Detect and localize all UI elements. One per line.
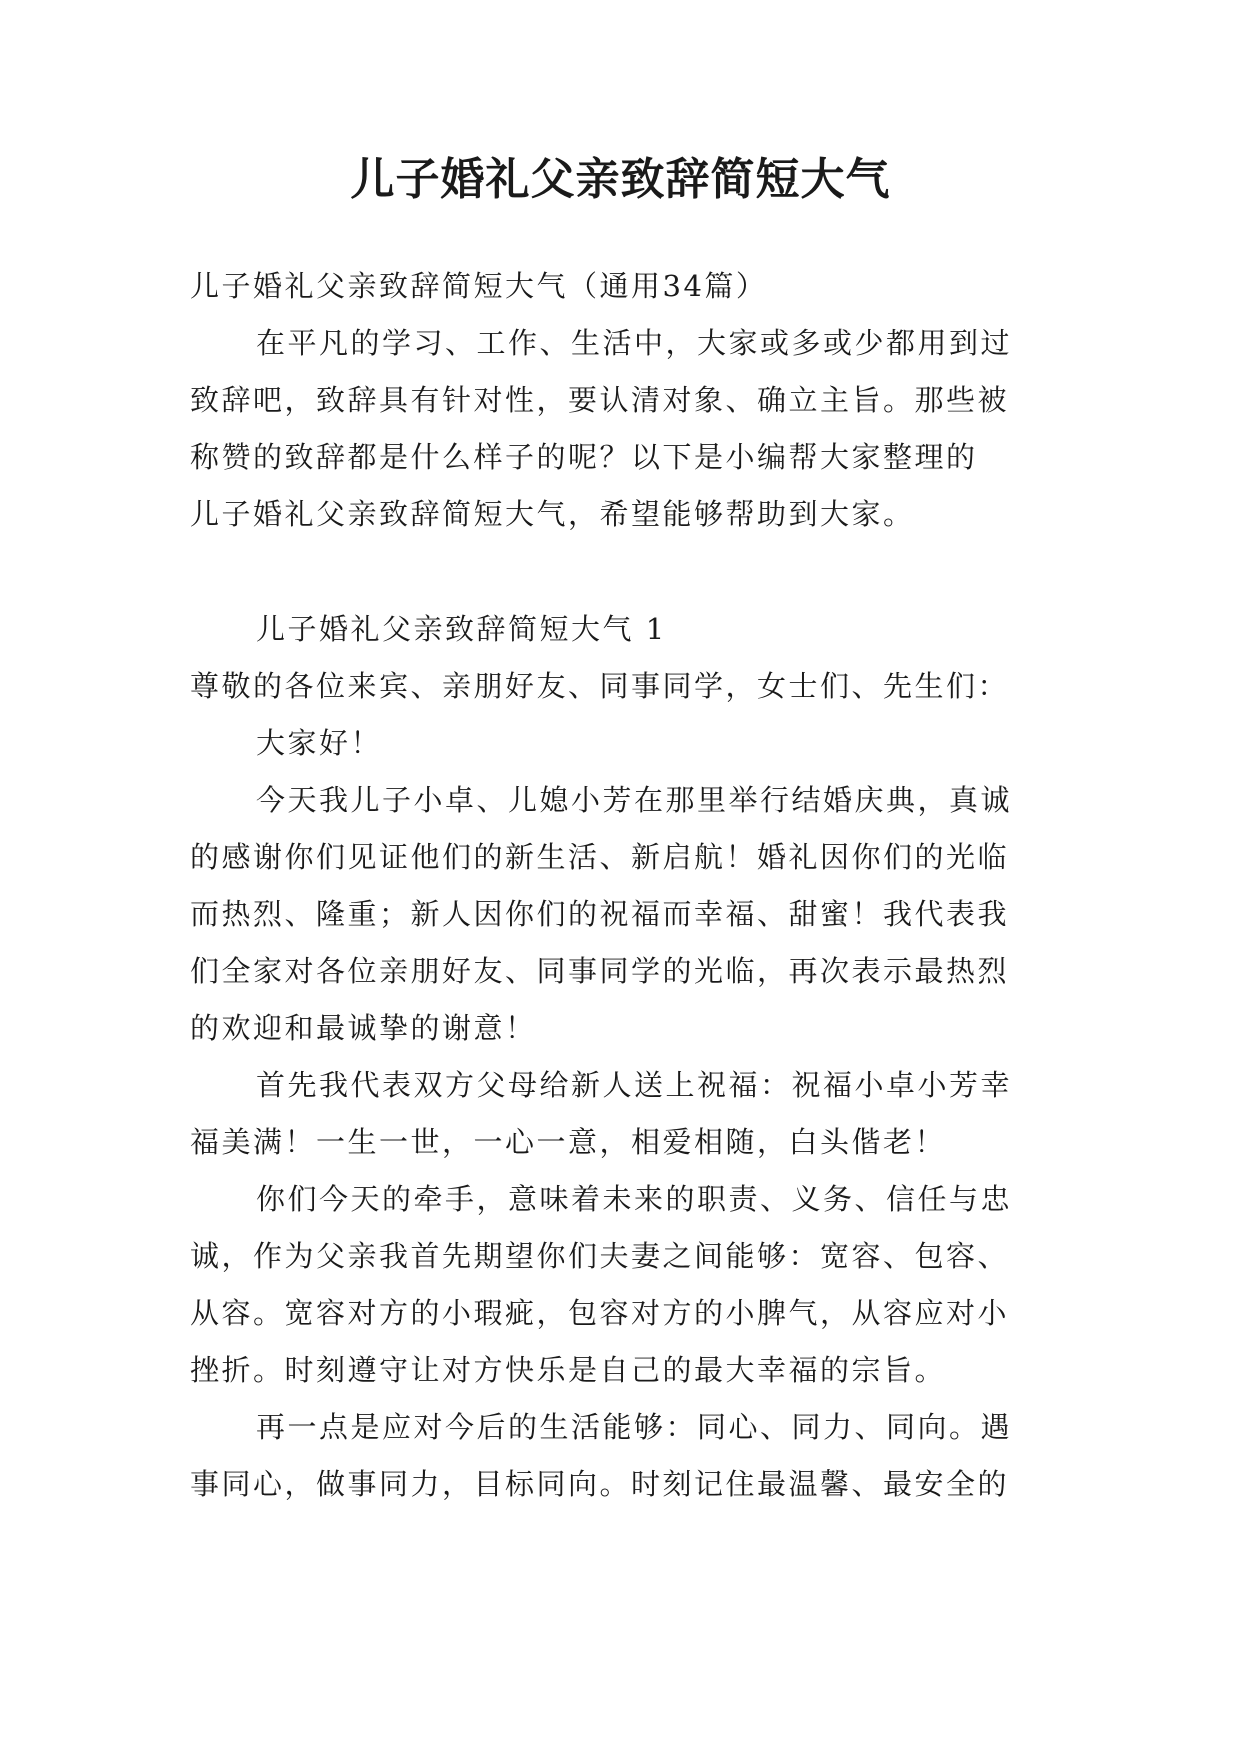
document-title: 儿子婚礼父亲致辞简短大气 bbox=[350, 154, 891, 205]
text-line: 在平凡的学习、工作、生活中，大家或多或少都用到过 bbox=[256, 326, 1013, 360]
text-line: 的欢迎和最诚挚的谢意！ bbox=[190, 1011, 537, 1045]
text-line: 事同心，做事同力，目标同向。时刻记住最温馨、最安全的 bbox=[190, 1467, 1010, 1501]
text-line: 福美满！一生一世，一心一意，相爱相随，白头偕老！ bbox=[190, 1125, 947, 1159]
text-line: 儿子婚礼父亲致辞简短大气 1 bbox=[256, 612, 667, 646]
paragraph-gap bbox=[190, 543, 1070, 601]
text-line: 们全家对各位亲朋好友、同事同学的光临，再次表示最热烈 bbox=[190, 954, 1010, 988]
text-line: 诚，作为父亲我首先期望你们夫妻之间能够：宽容、包容、 bbox=[190, 1239, 1010, 1273]
text-line: 大家好！ bbox=[256, 726, 383, 760]
text-line: 从容。宽容对方的小瑕疵，包容对方的小脾气，从容应对小 bbox=[190, 1296, 1010, 1330]
text-line: 的感谢你们见证他们的新生活、新启航！婚礼因你们的光临 bbox=[190, 840, 1010, 874]
text-line: 首先我代表双方父母给新人送上祝福：祝福小卓小芳幸 bbox=[256, 1068, 1013, 1102]
text-line: 今天我儿子小卓、儿媳小芳在那里举行结婚庆典，真诚 bbox=[256, 783, 1013, 817]
text-line: 称赞的致辞都是什么样子的呢？以下是小编帮大家整理的 bbox=[190, 440, 978, 474]
text-line: 儿子婚礼父亲致辞简短大气（通用34篇） bbox=[190, 269, 768, 303]
text-line: 儿子婚礼父亲致辞简短大气，希望能够帮助到大家。 bbox=[190, 497, 915, 531]
document-body bbox=[190, 258, 1070, 1513]
text-line: 你们今天的牵手，意味着未来的职责、义务、信任与忠 bbox=[256, 1182, 1013, 1216]
text-line: 尊敬的各位来宾、亲朋好友、同事同学，女士们、先生们： bbox=[190, 669, 1010, 703]
text-line: 挫折。时刻遵守让对方快乐是自己的最大幸福的宗旨。 bbox=[190, 1353, 947, 1387]
text-line: 再一点是应对今后的生活能够：同心、同力、同向。遇 bbox=[256, 1410, 1013, 1444]
text-line: 而热烈、隆重；新人因你们的祝福而幸福、甜蜜！我代表我 bbox=[190, 897, 1010, 931]
text-line: 致辞吧，致辞具有针对性，要认清对象、确立主旨。那些被 bbox=[190, 383, 1010, 417]
